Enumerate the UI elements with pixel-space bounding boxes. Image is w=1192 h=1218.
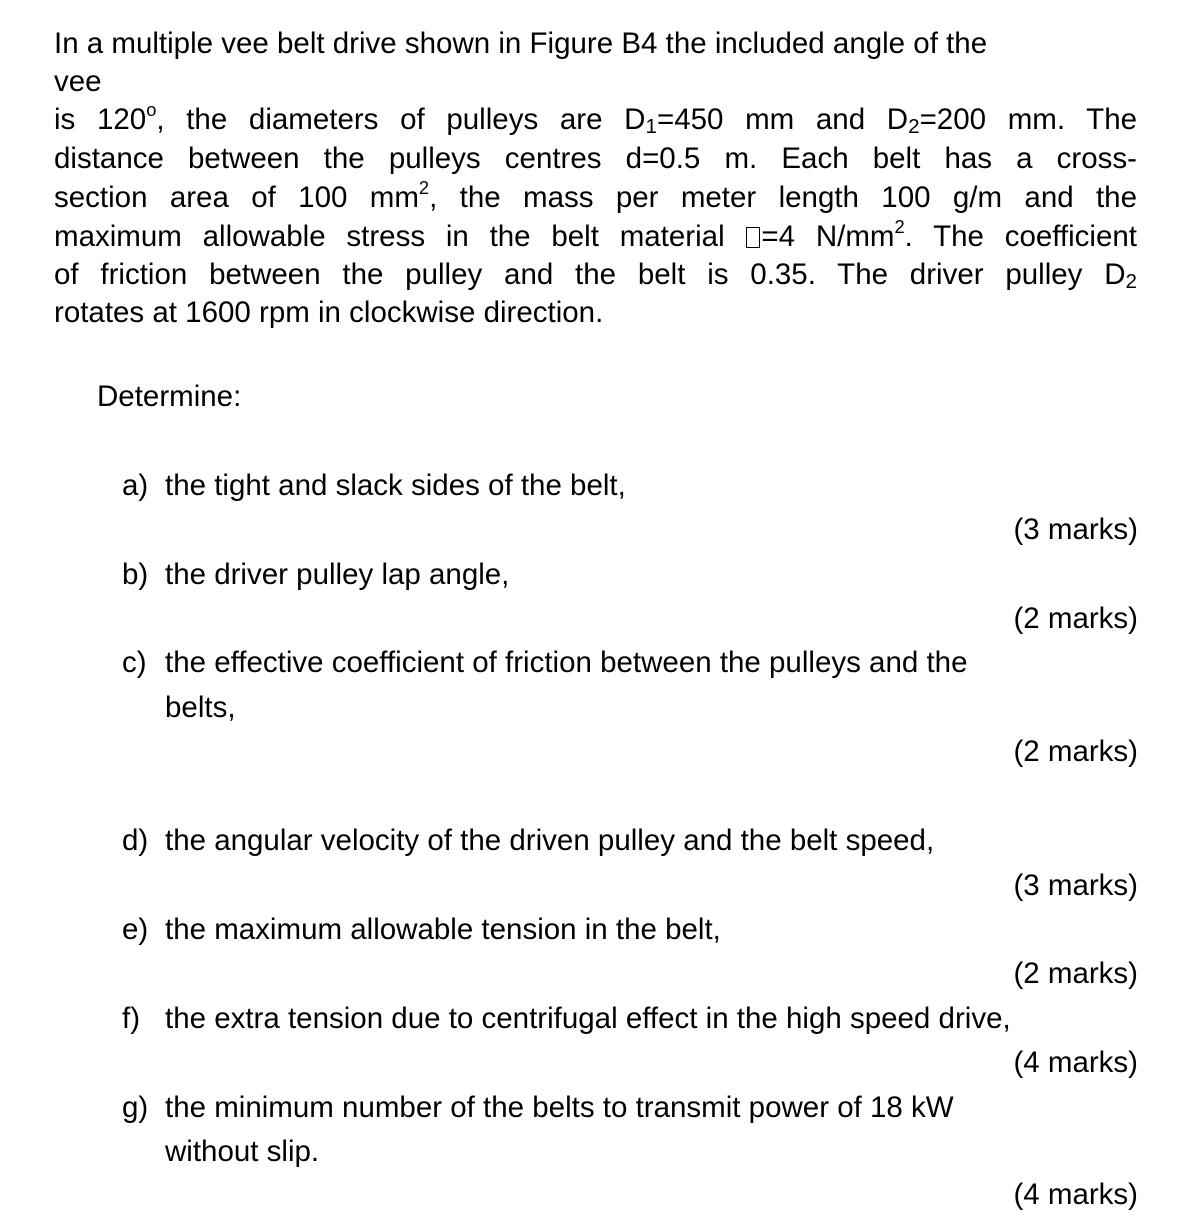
marks-e: (2 marks) [1013,957,1138,990]
question-letter: e) [122,913,149,946]
intro-text-5b: , the mass per meter length 100 g/m and the [429,181,1137,214]
intro-text-4: distance between the pulleys centres d=0.5 m. Each belt has a cross- [54,142,1137,175]
question-d [122,822,934,860]
question-b [122,556,509,594]
determine-heading: Determine: [97,380,242,413]
superscript-squared: 2 [894,215,905,237]
intro-text-6b: =4 N/mm [761,220,895,253]
marks-a: (3 marks) [1013,513,1138,546]
intro-text-3a: is 120 [54,103,147,136]
question-letter: d) [122,824,149,857]
intro-text-3d: =200 mm. The [919,103,1138,136]
intro-line-6 [54,215,1137,256]
intro-line-8 [54,294,603,332]
intro-text-1: In a multiple vee belt drive shown in Figure B4 the included angle of the [54,27,988,60]
subscript-2: 2 [908,115,920,139]
question-text: the extra tension due to centrifugal effect in the high speed drive, [165,1002,1011,1035]
question-text: the tight and slack sides of the belt, [165,469,626,502]
question-text: the driver pulley lap angle, [165,558,510,591]
intro-line-7 [54,256,1137,294]
subscript-2: 2 [1125,270,1137,294]
intro-text-2: vee [54,65,102,98]
question-text: the effective coefficient of friction between the pulleys and the [165,646,968,679]
missing-glyph-box-icon [746,227,760,248]
intro-text-6a: maximum allowable stress in the belt material [54,220,725,253]
question-letter: b) [122,558,149,591]
question-c [122,644,967,682]
question-c-continuation: belts, [165,691,236,724]
intro-line-2 [54,63,102,101]
question-text: the minimum number of the belts to transmit power of 18 kW [165,1091,954,1124]
intro-line-1 [54,25,987,63]
intro-line-3 [54,98,1138,139]
question-e [122,911,721,949]
degree-symbol: o [146,98,157,120]
superscript-squared: 2 [418,176,430,198]
subscript-1: 1 [645,115,657,139]
question-text: the maximum allowable tension in the belt, [165,913,721,946]
marks-d: (3 marks) [1013,869,1138,902]
intro-text-6c: . The coefficient [904,220,1137,253]
marks-g: (4 marks) [1013,1178,1138,1211]
question-letter: a) [122,469,149,502]
question-letter: g) [122,1091,149,1124]
question-g [122,1089,954,1127]
question-f [122,1000,1011,1038]
intro-line-4 [54,140,1137,178]
intro-text-8: rotates at 1600 rpm in clockwise direction. [54,296,604,329]
intro-text-5a: section area of 100 mm [54,181,419,214]
intro-line-5 [54,176,1137,217]
intro-text-3b: , the diameters of pulleys are D [156,103,646,136]
question-letter: c) [122,646,147,679]
question-a [122,467,626,505]
marks-b: (2 marks) [1013,602,1138,635]
question-text: the angular velocity of the driven pulley and the belt speed, [165,824,935,857]
question-letter: f) [122,1002,141,1035]
intro-text-3c: =450 mm and D [656,103,909,136]
marks-f: (4 marks) [1013,1046,1138,1079]
marks-c: (2 marks) [1013,735,1138,768]
intro-text-7a: of friction between the pulley and the belt is 0.35. The driver pulley D [54,258,1126,291]
question-g-continuation: without slip. [165,1135,320,1168]
